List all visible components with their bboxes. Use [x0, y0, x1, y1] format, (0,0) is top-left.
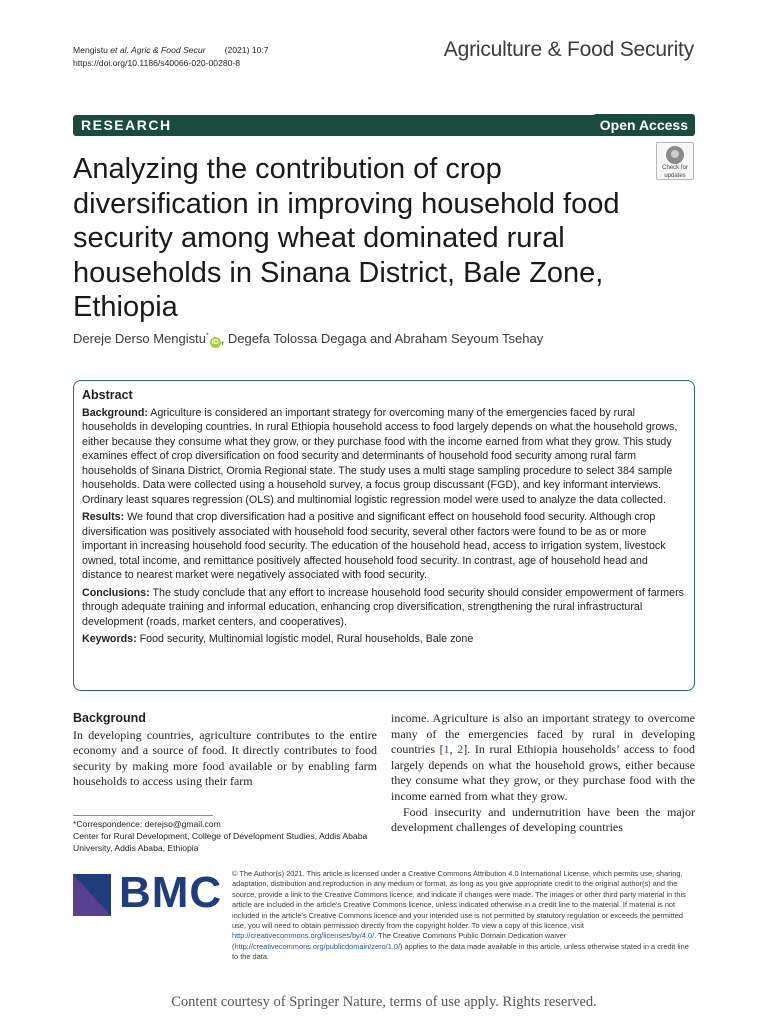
correspondence-note: [73, 818, 373, 854]
bmc-logo-text: BMC: [119, 868, 223, 917]
article-title: Analyzing the contribution of crop diversification in improving household food security among wheat dominated rural households in Sinana District, Bale Zone, Ethiopia: [73, 153, 620, 323]
license-link[interactable]: http://creativecommons.org/licenses/by/4.0/: [232, 931, 375, 941]
abstract-conclusions: Conclusions: The study conclude that any effort to increase household food security should consider empowerment of farmers through adequate training and informal education, enhancing crop diversification, strengthening the rural infrastructural development (roads, market centers, and cooperatives).: [82, 586, 684, 628]
license-text: © The Author(s) 2021. This article is licensed under a Creative Commons Attribution 4.0 International License, which permits use, sharing, adaptation, distribution and reproduction in any medium or format, as long as you give appropriate credit to the original author(s) and the source, provide a link to the Creative Commons licence, and indicate if changes were made. The images or other third party material in this article are included in the article’s Creative Commons licence, unless indicated otherwise in a credit line to the material. If material is not included in the article’s Creative Commons licence and your intended use is not permitted by statutory regulation or exceeds the permitted use, you will need to obtain permission directly from the copyright holder. To view a copy of this licence, visit http://creativecommons.org/licenses/by/4.0/. The Creative Commons Public Domain Dedication waiver (http://creativecommons.org/publicdomain/zero/1.0/) applies to the data made available in this article, unless otherwise stated in a credit line to the data.: [232, 869, 689, 962]
journal-name: Agriculture & Food Security: [443, 38, 694, 61]
reference-link-1[interactable]: 1: [443, 742, 450, 757]
abstract-box: [73, 380, 695, 691]
page-footer: Content courtesy of Springer Nature, terms of use apply. Rights reserved.: [171, 994, 597, 1010]
abstract-keywords: Keywords: Food security, Multinomial logistic model, Rural households, Bale zone: [82, 633, 474, 645]
public-domain-link[interactable]: http://creativecommons.org/publicdomain/zero/1.0/: [234, 941, 401, 951]
open-access-badge: Open Access: [593, 114, 695, 136]
abstract-background: Background: Agriculture is considered an important strategy for overcoming many of the emergencies faced by rural households in developing countries. In rural Ethiopia household access to food largely depends on what the household grows, either because they consume what they grow, or they purchase food with the income earned from what they grow. This study examines effect of crop diversification on food security and determinants of household food security among rural farm households of Sinana District, Oromia Regional state. The study uses a multi stage sampling procedure to select 384 sample households. Data were collected using a household survey, a focus group discussant (FGD), and key informant interviews. Ordinary least squares regression (OLS) and multinomial logistic regression model were used to analyze the data collected.: [82, 406, 678, 506]
body-paragraph: Food insecurity and undernutrition have been the major development challenges of developing countries: [391, 804, 695, 835]
author-list: [73, 331, 543, 348]
abstract-heading: Abstract: [82, 388, 133, 402]
orcid-icon[interactable]: iD: [211, 339, 219, 346]
author-rest: , Degefa Tolossa Degaga and Abraham Seyoum Tsehay: [220, 331, 544, 346]
abstract-results: Results: We found that crop diversification had a positive and significant effect on household food security. Although crop diversification was positively associated with household food security, several other factors were found to be as or more important in increasing household food security. The education of the household head, access to irrigation system, livestock owned, total income, and remittance positively affected household food security. In contrast, age of household head and distance to nearest market were negatively associated with food security.: [82, 511, 666, 581]
footnote-divider: [73, 815, 213, 816]
body-paragraph: income. Agriculture is also an important strategy to overcome many of the emergencies faced by rural in developing countries [1, 2]. In rural Ethiopia households’ access to food largely depends on what the household grows, either because they consume what they grow, or they purchase food with the income earned from what they grow.: [391, 711, 695, 803]
author-first[interactable]: Dereje Derso Mengistu: [73, 331, 206, 346]
body-left-column: [73, 711, 377, 790]
correspondence-email[interactable]: *Correspondence: derejso@gmail.com: [73, 819, 221, 829]
affiliation: Center for Rural Development, College of Development Studies, Addis Ababa University, Addis Ababa, Ethiopia: [73, 831, 368, 853]
reference-link-2[interactable]: 2: [457, 742, 464, 757]
crossmark-icon: [666, 146, 684, 164]
corresponding-mark: *: [205, 332, 209, 340]
check-for-updates-button[interactable]: Check for updates: [656, 142, 694, 180]
article-meta: [73, 44, 269, 70]
doi-link[interactable]: https://doi.org/10.1186/s40066-020-00280-8: [73, 58, 241, 68]
section-heading-background: Background: [73, 711, 146, 725]
section-label: RESEARCH: [81, 117, 172, 133]
body-right-column: [391, 711, 695, 836]
citation-line: Mengistu et al. Agric & Food Secur (2021) 10:7: [73, 45, 269, 55]
body-paragraph: In developing countries, agriculture contributes to the entire economy and a source of food. It directly contributes to food security by making more food available or by enabling farm households to access using their farm: [73, 727, 377, 789]
